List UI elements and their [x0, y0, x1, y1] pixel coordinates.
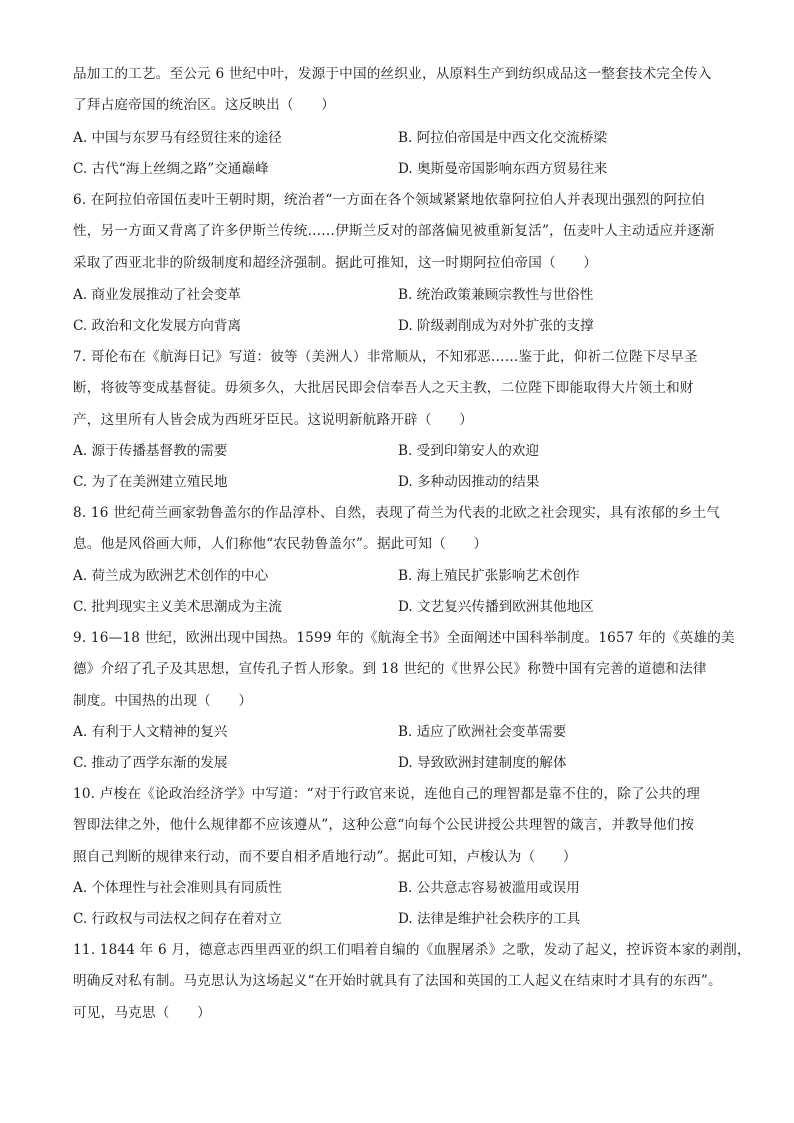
question-8-option-a: A. 荷兰成为欧洲艺术创作的中心: [73, 568, 269, 584]
question-6-line-1: 6. 在阿拉伯帝国伍麦叶王朝时期，统治者“一方面在各个领域紧紧地依靠阿拉伯人并表现出强烈的阿拉伯: [73, 192, 705, 208]
question-6-option-b: B. 统治政策兼顾宗教性与世俗性: [398, 287, 594, 303]
question-8-line-1: 8. 16 世纪荷兰画家勃鲁盖尔的作品淳朴、自然，表现了荷兰为代表的北欧之社会现实，具有浓郁的乡土气: [73, 505, 721, 521]
question-7-line-1: 7. 哥伦布在《航海日记》写道：彼等（美洲人）非常顺从，不知邪恶……鉴于此，仰祈二位陛下尽早圣: [73, 349, 698, 365]
question-6-option-c: C. 政治和文化发展方向背离: [73, 318, 242, 334]
question-10-option-c: C. 行政权与司法权之间存在着对立: [73, 911, 282, 927]
question-7-option-b: B. 受到印第安人的欢迎: [398, 443, 539, 459]
question-7-option-a: A. 源于传播基督教的需要: [73, 443, 228, 459]
question-5-line-2: 了拜占庭帝国的统治区。这反映出（ ）: [73, 97, 336, 113]
question-11-line-1: 11. 1844 年 6 月，德意志西里西亚的织工们唱着自编的《血腥屠杀》之歌，发动了起义，控诉资本家的剥削，: [73, 942, 751, 958]
question-7-option-c: C. 为了在美洲建立殖民地: [73, 474, 228, 490]
question-6-line-2: 性，另一方面又背离了许多伊斯兰传统……伊斯兰反对的部落偏见被重新复活”，伍麦叶人主动适应并逐渐: [73, 223, 715, 239]
question-10-option-d: D. 法律是维护社会秩序的工具: [398, 911, 581, 927]
question-7-option-d: D. 多种动因推动的结果: [398, 474, 540, 490]
question-5-option-c: C. 古代“海上丝绸之路”交通巅峰: [73, 161, 269, 177]
question-7-line-3: 产，这里所有人皆会成为西班牙臣民。这说明新航路开辟（ ）: [73, 412, 474, 428]
question-9-line-1: 9. 16—18 世纪，欧洲出现中国热。1599 年的《航海全书》全面阐述中国科举制度。1657 年的《英雄的美: [73, 630, 735, 646]
question-10-option-a: A. 个体理性与社会准则具有同质性: [73, 880, 282, 896]
question-10-option-b: B. 公共意志容易被滥用或误用: [398, 880, 580, 896]
question-8-option-c: C. 批判现实主义美术思潮成为主流: [73, 599, 282, 615]
question-9-option-c: C. 推动了西学东渐的发展: [73, 755, 228, 771]
question-11-line-2: 明确反对私有制。马克思认为这场起义“在开始时就具有了法国和英国的工人起义在结束时才具有的东西”。: [73, 973, 722, 989]
question-9-option-b: B. 适应了欧洲社会变革需要: [398, 724, 567, 740]
question-6-option-a: A. 商业发展推动了社会变革: [73, 287, 241, 303]
question-8-option-d: D. 文艺复兴传播到欧洲其他地区: [398, 599, 594, 615]
question-6-option-d: D. 阶级剥削成为对外扩张的支撑: [398, 318, 594, 334]
question-7-line-2: 断，将彼等变成基督徒。毋须多久，大批居民即会信奉吾人之天主教，二位陛下即能取得大片领土和财: [73, 380, 694, 396]
question-9-line-2: 德》介绍了孔子及其思想，宣传孔子哲人形象。到 18 世纪的《世界公民》称赞中国有完善的道德和法律: [73, 661, 707, 677]
question-11-line-3: 可见，马克思（ ）: [73, 1005, 211, 1021]
question-10-line-2: 智即法律之外，他什么规律都不应该遵从”，这种公意“向每个公民讲授公共理智的箴言，并教导他们按: [73, 817, 695, 833]
question-5-option-d: D. 奥斯曼帝国影响东西方贸易往来: [398, 161, 608, 177]
question-6-line-3: 采取了西亚北非的阶级制度和超经济强制。据此可推知，这一时期阿拉伯帝国（ ）: [73, 255, 598, 271]
question-9-option-d: D. 导致欧洲封建制度的解体: [398, 755, 567, 771]
question-5-line-1: 品加工的工艺。至公元 6 世纪中叶，发源于中国的丝织业，从原料生产到纺织成品这一整套技术完全传入: [73, 66, 712, 82]
question-5-option-a: A. 中国与东罗马有经贸往来的途径: [73, 130, 282, 146]
question-10-line-3: 照自己判断的规律来行动，而不要自相矛盾地行动”。据此可知，卢梭认为（ ）: [73, 849, 577, 865]
question-9-line-3: 制度。中国热的出现（ ）: [73, 693, 253, 709]
question-10-line-1: 10. 卢梭在《论政治经济学》中写道：“对于行政官来说，连他自己的理智都是靠不住的，除了公共的理: [73, 786, 701, 802]
question-9-option-a: A. 有利于人文精神的复兴: [73, 724, 228, 740]
question-5-option-b: B. 阿拉伯帝国是中西文化交流桥梁: [398, 130, 607, 146]
question-8-option-b: B. 海上殖民扩张影响艺术创作: [398, 568, 580, 584]
question-8-line-2: 息。他是风俗画大师，人们称他“农民勃鲁盖尔”。据此可知（ ）: [73, 536, 488, 552]
